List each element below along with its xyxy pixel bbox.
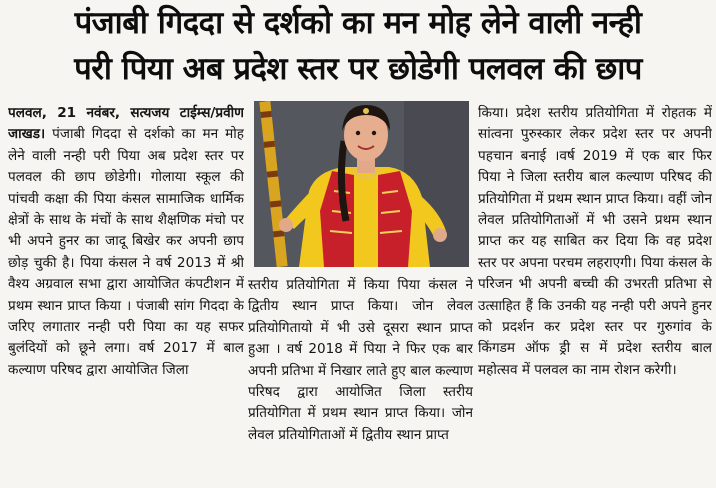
girl-dancer-photo-icon — [254, 101, 469, 267]
column-2-text: स्तरीय प्रतियोगिता में किया पिया कंसल ने द्वितीय स्थान प्राप्त किया। जोन लेवल प्रतियोगितायो में भी उसे दूसरा स्थान प्राप्त हुआ । वर्ष 2018 में पिया ने फिर एक बार अपनी प्रतिभा में निखार लाते हुए बाल कल्याण परिषद द्वारा आयोजित जिला स्तरीय प्रतियोगिता में प्रथम स्थान प्राप्त किया। जोन लेवल प्रतियोगिताओं में द्वितीय स्थान प्राप्त — [248, 277, 473, 443]
headline-line-1: पंजाबी गिददा से दर्शको का मन मोह लेने वाली नन्ही — [74, 5, 642, 41]
article-column-2 — [248, 275, 473, 485]
article-column-3 — [478, 103, 712, 485]
dateline: पलवल, 21 नवंबर, सत्यजय टाईम्स/प्रवीण जाखड। — [8, 105, 244, 143]
article-photo — [254, 101, 469, 267]
article-column-1 — [8, 103, 244, 485]
column-1-text: पंजाबी गिददा से दर्शको का मन मोह लेने वाली नन्ही परी पिया अब प्रदेश स्तर पर पलवल की छाप छोडेगी। गोलाया स्कूल की पांचवी कक्षा की पिया कंसल सामाजिक धार्मिक क्षेत्रों के साथ के मंचों के साथ शैक्षणिक मंचो पर भी अपने हुनर का जादू बिखेर कर अपनी छाप छोड़ चुकी है। पिया कंसल ने वर्ष 2013 में श्री वैश्य अग्रवाल सभा द्वारा आयोजित कंपटीशन में प्रथम स्थान प्राप्त किया । पंजाबी सांग गिददा के जरिए लगातार नन्ही परी पिया का यह सफर बुलंदियों को छूने लगा। वर्ष 2017 में बाल कल्याण परिषद द्वारा आयोजित जिला — [8, 126, 244, 378]
column-3-text: किया। प्रदेश स्तरीय प्रतियोगिता में रोहतक में सांत्वना पुरुस्कार लेकर प्रदेश स्तर पर अपनी पहचान बनाई ।वर्ष 2019 में एक बार फिर पिया ने जिला स्तरीय बाल कल्याण परिषद की प्रतियोगिता में प्रथम स्थान प्राप्त किया। वहीं जोन लेवल प्रतियोगिताओं में भी उसने प्रथम स्थान प्राप्त कर यह साबित कर दिया कि वह प्रदेश स्तर पर अपना परचम लहराएगी। पिया कंसल के परिजन भी अपनी बच्ची की उभरती प्रतिभा से उत्साहित हैं कि उनकी यह नन्ही परी अपने हुनर को प्रदर्शन कर प्रदेश स्तर पर गुरुगांव के किंगडम ऑफ ड्री स में प्रदेश स्तरीय बाल महोत्सव में पलवल का नाम रोशन करेगी। — [478, 105, 712, 378]
headline-line-2: परी पिया अब प्रदेश स्तर पर छोडेगी पलवल की छाप — [74, 51, 642, 87]
